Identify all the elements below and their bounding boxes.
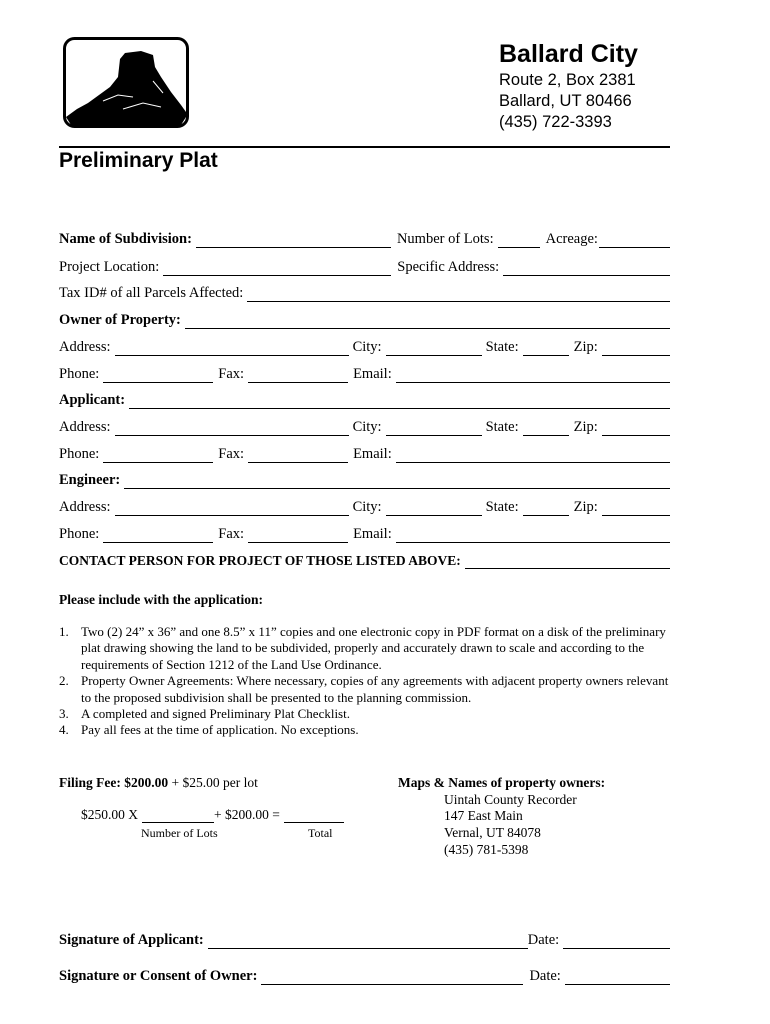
fee-calculation	[81, 807, 344, 823]
owner-fax-field[interactable]	[248, 368, 348, 383]
owner-city-field[interactable]	[386, 341, 482, 356]
applicant-fax-label: Fax:	[218, 446, 245, 462]
maps-line-2: 147 East Main	[444, 808, 523, 823]
engineer-zip-label: Zip:	[573, 499, 598, 515]
applicant-address-label: Address:	[59, 419, 111, 435]
contact-person-field[interactable]	[465, 554, 670, 569]
applicant-email-field[interactable]	[396, 448, 670, 463]
engineer-email-field[interactable]	[396, 528, 670, 543]
maps-heading: Maps & Names of property owners:	[398, 775, 606, 790]
acreage-label: Acreage:	[545, 231, 598, 247]
applicant-address-field[interactable]	[115, 421, 349, 436]
subdivision-row	[59, 228, 670, 248]
applicant-label: Applicant:	[59, 392, 126, 408]
subdivision-label: Name of Subdivision:	[59, 231, 192, 247]
project-location-label: Project Location:	[59, 259, 160, 275]
owner-address-field[interactable]	[115, 341, 349, 356]
owner-email-field[interactable]	[396, 368, 670, 383]
applicant-phone-row	[59, 443, 670, 463]
engineer-zip-field[interactable]	[602, 501, 670, 516]
maps-line-4: (435) 781-5398	[444, 842, 529, 857]
owner-state-label: State:	[485, 339, 519, 355]
owner-zip-label: Zip:	[573, 339, 598, 355]
engineer-address-field[interactable]	[115, 501, 349, 516]
specific-address-field[interactable]	[503, 261, 670, 276]
owner-signature-label: Signature or Consent of Owner:	[59, 968, 258, 984]
engineer-field[interactable]	[124, 474, 670, 489]
applicant-signature-field[interactable]	[208, 934, 528, 949]
applicant-zip-field[interactable]	[602, 421, 670, 436]
applicant-date-label: Date:	[527, 932, 560, 948]
owner-state-field[interactable]	[523, 341, 569, 356]
engineer-phone-label: Phone:	[59, 526, 100, 542]
filing-fee	[59, 775, 258, 791]
engineer-address-label: Address:	[59, 499, 111, 515]
filing-fee-per-lot: + $25.00 per lot	[171, 775, 258, 790]
fee-calc-mid: + $200.00 =	[214, 807, 280, 822]
total-field[interactable]	[284, 808, 344, 823]
contact-person-label: CONTACT PERSON FOR PROJECT OF THOSE LISTED ABOVE:	[59, 553, 461, 568]
engineer-label: Engineer:	[59, 472, 121, 488]
contact-person-row	[59, 549, 670, 569]
applicant-zip-label: Zip:	[573, 419, 598, 435]
org-phone: (435) 722-3393	[499, 113, 612, 131]
acreage-field[interactable]	[599, 233, 670, 248]
engineer-fax-label: Fax:	[218, 526, 245, 542]
applicant-city-label: City:	[352, 419, 382, 435]
applicant-signature-row	[59, 929, 670, 949]
owner-row	[59, 309, 670, 329]
owner-zip-field[interactable]	[602, 341, 670, 356]
applicant-email-label: Email:	[353, 446, 392, 462]
owner-signature-row	[59, 965, 670, 985]
header-rule	[59, 146, 670, 148]
owner-fax-label: Fax:	[218, 366, 245, 382]
owner-field[interactable]	[185, 314, 670, 329]
owner-email-label: Email:	[353, 366, 392, 382]
engineer-phone-row	[59, 523, 670, 543]
requirements-list	[59, 624, 670, 739]
owner-date-label: Date:	[529, 968, 561, 984]
subdivision-field[interactable]	[196, 233, 391, 248]
lots-label: Number of Lots:	[396, 231, 494, 247]
fee-calc-prefix: $250.00 X	[81, 807, 138, 822]
maps-line-1: Uintah County Recorder	[444, 792, 577, 807]
requirements-heading: Please include with the application:	[59, 592, 264, 607]
applicant-phone-field[interactable]	[103, 448, 213, 463]
engineer-city-field[interactable]	[386, 501, 482, 516]
address-line-1: Route 2, Box 2381	[499, 71, 636, 89]
number-of-lots-field[interactable]	[142, 808, 214, 823]
engineer-state-field[interactable]	[523, 501, 569, 516]
owner-date-field[interactable]	[565, 970, 670, 985]
applicant-phone-label: Phone:	[59, 446, 100, 462]
applicant-city-field[interactable]	[386, 421, 482, 436]
maps-line-3: Vernal, UT 84078	[444, 825, 541, 840]
owner-phone-row	[59, 363, 670, 383]
applicant-date-field[interactable]	[563, 934, 670, 949]
engineer-phone-field[interactable]	[103, 528, 213, 543]
total-caption: Total	[308, 826, 333, 840]
tax-id-field[interactable]	[247, 287, 670, 302]
location-row	[59, 256, 670, 276]
project-location-field[interactable]	[163, 261, 391, 276]
engineer-email-label: Email:	[353, 526, 392, 542]
engineer-address-row	[59, 496, 670, 516]
engineer-row	[59, 469, 670, 489]
engineer-fax-field[interactable]	[248, 528, 348, 543]
address-line-2: Ballard, UT 80466	[499, 92, 632, 110]
owner-phone-field[interactable]	[103, 368, 213, 383]
applicant-state-label: State:	[485, 419, 519, 435]
lots-caption: Number of Lots	[141, 826, 218, 840]
ballard-city-logo	[63, 37, 189, 128]
owner-address-label: Address:	[59, 339, 111, 355]
tax-id-label: Tax ID# of all Parcels Affected:	[59, 285, 244, 301]
applicant-address-row	[59, 416, 670, 436]
org-name: Ballard City	[499, 40, 638, 68]
applicant-row	[59, 389, 670, 409]
requirement-item: 1. Two (2) 24” x 36” and one 8.5” x 11” copies and one electronic copy in PDF format on a disk of the preliminary plat drawing showing the land to be subdivided, properly and accurately drawn to scale and according to the requirements of Section 1212 of the Land Use Ordinance.	[59, 624, 666, 672]
specific-address-label: Specific Address:	[397, 259, 500, 275]
owner-signature-field[interactable]	[261, 970, 523, 985]
page-title: Preliminary Plat	[59, 149, 218, 172]
applicant-state-field[interactable]	[523, 421, 569, 436]
requirement-item: 4. Pay all fees at the time of application. No exceptions.	[59, 722, 359, 738]
requirement-item: 3. A completed and signed Preliminary Plat Checklist.	[59, 706, 350, 722]
owner-phone-label: Phone:	[59, 366, 100, 382]
owner-address-row	[59, 336, 670, 356]
owner-label: Owner of Property:	[59, 312, 181, 328]
requirement-item: 2. Property Owner Agreements: Where necessary, copies of any agreements with adjacent property owners relevant to the proposed subdivision shall be presented to the planning commission.	[59, 673, 669, 705]
applicant-signature-label: Signature of Applicant:	[59, 932, 204, 948]
owner-city-label: City:	[352, 339, 382, 355]
applicant-field[interactable]	[129, 394, 670, 409]
engineer-state-label: State:	[485, 499, 519, 515]
applicant-fax-field[interactable]	[248, 448, 348, 463]
engineer-city-label: City:	[352, 499, 382, 515]
filing-fee-label: Filing Fee: $200.00	[59, 775, 169, 790]
tax-id-row	[59, 282, 670, 302]
lots-field[interactable]	[498, 233, 540, 248]
